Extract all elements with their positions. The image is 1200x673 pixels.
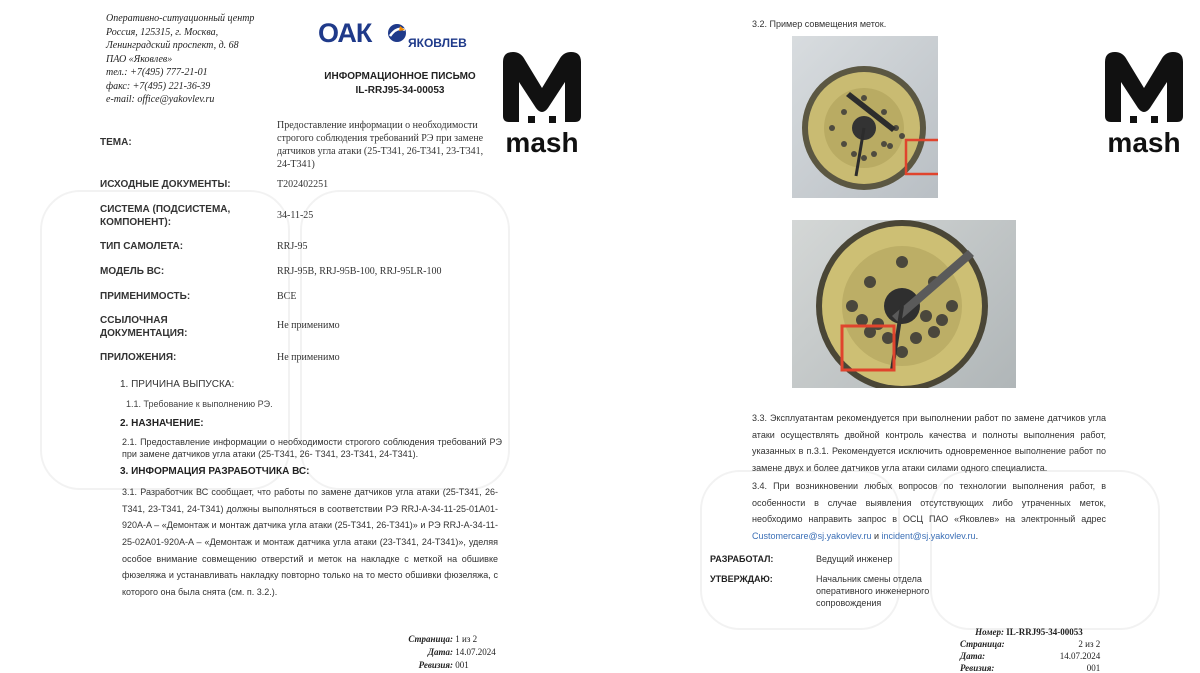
- org-phone: тел.: +7(495) 777-21-01: [106, 67, 208, 78]
- letter-page-2: [600, 0, 1200, 673]
- angle-of-attack-sensor-image: [792, 36, 938, 198]
- section-3-3-text: 3.3. Эксплуатантам рекомендуется при выполнении работ по замене датчиков угла атаки осуществлять двойной контроль качества и полноты выполнения работ, указанных в п.3.1. Рекомендуется исключить одновременное выполнение работ по замене двух и более датчиков угла атаки силами одного специалиста.: [752, 413, 1106, 473]
- org-line: Оперативно-ситуационный центр: [106, 13, 255, 24]
- section-2-heading: 2. НАЗНАЧЕНИЕ:: [120, 418, 204, 429]
- field-label-reference-docs: ССЫЛОЧНАЯ ДОКУМЕНТАЦИЯ:: [100, 315, 188, 339]
- section-3-heading: 3. ИНФОРМАЦИЯ РАЗРАБОТЧИКА ВС:: [120, 466, 310, 477]
- field-label-attachments: ПРИЛОЖЕНИЯ:: [100, 352, 177, 363]
- footer-date-value: 14.07.2024: [455, 647, 496, 658]
- developed-by-value: Ведущий инженер: [816, 554, 893, 564]
- document-number: IL-RRJ95-34-00053: [355, 85, 445, 96]
- mash-watermark-logo: [1097, 48, 1192, 156]
- field-value-reference-docs: Не применимо: [277, 320, 340, 331]
- logo-brand: ОАК: [318, 18, 372, 48]
- footer-revision-label: Ревизия:: [960, 663, 995, 673]
- field-label-source-docs: ИСХОДНЫЕ ДОКУМЕНТЫ:: [100, 179, 231, 190]
- mash-watermark-logo: [495, 48, 590, 156]
- field-label-topic: ТЕМА:: [100, 137, 132, 148]
- field-value-model: RRJ-95B, RRJ-95B-100, RRJ-95LR-100: [277, 266, 442, 277]
- field-label-model: МОДЕЛЬ ВС:: [100, 266, 165, 277]
- section-1-1-text: 1.1. Требование к выполнению РЭ.: [126, 399, 273, 409]
- section-3-4-block: 3.4. При возникновении любых вопросов по технологии выполнения работ, в особенности в случае выявления отсутствующих либо утраченных меток, необходимо направить запрос в ОСЦ ПАО «Яковлев» на электронный адрес Customercare@sj.yakovlev.ru и incident@sj.yakovlev.ru.: [752, 481, 1106, 541]
- page-2-footer: [960, 626, 1110, 673]
- sensor-photo-1: [792, 36, 938, 198]
- field-value-aircraft-type: RRJ-95: [277, 241, 308, 252]
- org-line: Ленинградский проспект, д. 68: [106, 40, 239, 51]
- footer-revision-value: 001: [455, 660, 469, 671]
- uac-yakovlev-logo: [318, 18, 478, 56]
- field-label-aircraft-type: ТИП САМОЛЕТА:: [100, 241, 184, 252]
- section-3-1-text: 3.1. Разработчик ВС сообщает, что работы по замене датчиков угла атаки (25-Т341, 26-Т341, 23-Т341, 24-Т341) должны выполняться в соответствии РЭ RRJ-A-34-11-25-01A01-920A-A – «Демонтаж и монтаж датчика угла атаки (25-Т341, 26-Т341)» и РЭ RRJ-A-34-11-25-02A01-920A-A – «Демонтаж и монтаж датчика угла атаки (23-Т341, 24-Т341)», уделяя особое внимание совмещению отверстий и меток на накладке с меткой на обшивке фюзеляжа и устанавливать накладку повторно только на то место обшивки фюзеляжа, с которого она была снята (см. п. 3.2.).: [122, 487, 498, 597]
- page-1-footer: [380, 633, 500, 672]
- org-address-block: [106, 12, 306, 107]
- approved-by-value: Начальник смены отдела оперативного инженерного сопровождения: [816, 574, 930, 609]
- field-label-system: СИСТЕМА (ПОДСИСТЕМА, КОМПОНЕНТ):: [100, 204, 231, 228]
- field-value-applicability: ВСЕ: [277, 291, 297, 302]
- section-3-2-heading: 3.2. Пример совмещения меток.: [752, 19, 887, 29]
- document-title-block: [300, 70, 500, 98]
- footer-revision-label: Ревизия:: [418, 660, 453, 671]
- org-fax: факс: +7(495) 221-36-39: [106, 80, 211, 92]
- customercare-email-link[interactable]: Customercare@sj.yakovlev.ru: [752, 530, 872, 541]
- conjunction-text: и: [871, 530, 882, 541]
- incident-email-link[interactable]: incident@sj.yakovlev.ru: [881, 530, 976, 541]
- org-line: Россия, 125315, г. Москва,: [106, 26, 219, 38]
- sensor-photo-2: [792, 220, 1016, 388]
- field-label-applicability: ПРИМЕНИМОСТЬ:: [100, 291, 191, 302]
- field-value-system: 34-11-25: [277, 210, 314, 221]
- section-2-1-text: 2.1. Предоставление информации о необходимости строгого соблюдения требований РЭ при замене датчиков угла атаки (25-Т341, 26- Т341, 23-Т341, 24-Т341).: [122, 437, 502, 460]
- mash-text: mash: [1107, 127, 1181, 156]
- footer-number-value: IL-RRJ95-34-00053: [1006, 627, 1083, 637]
- footer-page-label: Страница:: [408, 634, 453, 644]
- footer-date-label: Дата:: [960, 651, 986, 662]
- logo-swoosh-icon: [386, 22, 408, 44]
- mash-text: mash: [505, 127, 579, 156]
- footer-date-label: Дата:: [427, 647, 453, 658]
- developed-by-label: РАЗРАБОТАЛ:: [710, 554, 774, 564]
- org-line: ПАО «Яковлев»: [106, 53, 173, 65]
- footer-number-label: Номер:: [975, 627, 1004, 637]
- section-3-4-text: 3.4. При возникновении любых вопросов по технологии выполнения работ, в особенности в случае выявления отсутствующих либо утраченных меток, необходимо направить запрос в ОСЦ ПАО «Яковлев» на электронный адрес: [752, 481, 1106, 525]
- angle-of-attack-sensor-closeup-image: [792, 220, 1016, 388]
- footer-revision-value: 001: [1086, 663, 1101, 673]
- footer-page-value: 2 из 2: [1078, 639, 1101, 650]
- org-email: e-mail: office@yakovlev.ru: [106, 94, 215, 105]
- approved-by-label: УТВЕРЖДАЮ:: [710, 574, 773, 584]
- field-value-topic: Предоставление информации о необходимости строгого соблюдения требований РЭ при замене датчиков угла атаки (25-Т341, 26-Т341, 23-Т341, 24-Т341): [277, 120, 484, 170]
- section-1-heading: 1. ПРИЧИНА ВЫПУСКА:: [120, 379, 235, 390]
- logo-name: ЯКОВЛЕВ: [408, 36, 467, 50]
- field-value-source-docs: T202402251: [277, 179, 329, 190]
- document-title: ИНФОРМАЦИОННОЕ ПИСЬМО: [324, 71, 476, 82]
- footer-page-value: 1 из 2: [455, 634, 478, 644]
- footer-date-value: 14.07.2024: [1059, 651, 1101, 662]
- footer-page-label: Страница:: [960, 639, 1005, 650]
- field-value-attachments: Не применимо: [277, 352, 340, 363]
